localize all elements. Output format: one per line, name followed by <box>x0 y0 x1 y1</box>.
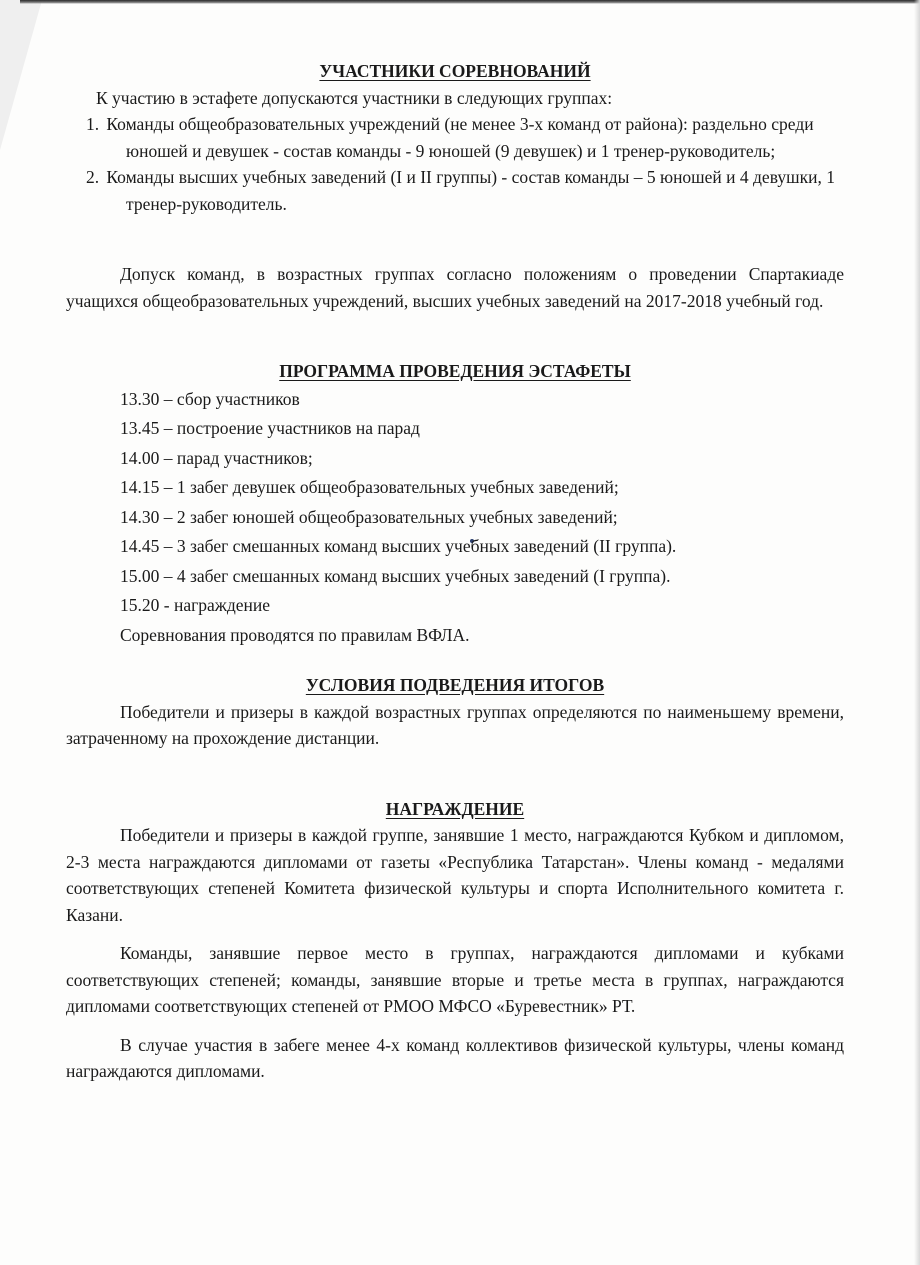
spacer <box>66 928 844 940</box>
item-text: Команды высших учебных заведений (I и II группы) - состав команды – 5 юношей и 4 девушки, 1 тренер-руководитель. <box>106 167 835 214</box>
schedule-item: 14.15 – 1 забег девушек общеобразовательных учебных заведений; <box>120 477 619 497</box>
awards-paragraph-2: Команды, занявшие первое место в группах, награждаются дипломами и кубками соответствующих степеней; команды, занявшие вторые и третье места в группах, награждаются дипломами соответствующих степеней от РМОО МФСО «Буревестник» РТ. <box>66 943 844 1016</box>
item-text: Команды общеобразовательных учреждений (не менее 3-х команд от района): раздельно среди юношей и девушек - состав команды - 9 юношей (9 девушек) и 1 тренер-руководитель; <box>106 114 814 161</box>
schedule-item: 13.30 – сбор участников <box>120 388 300 409</box>
results-heading: УСЛОВИЯ ПОДВЕДЕНИЯ ИТОГОВ <box>305 675 605 695</box>
scan-folded-corner <box>0 0 42 150</box>
schedule-item: 15.20 - награждение <box>120 595 271 615</box>
spacer <box>66 752 844 796</box>
awards-paragraph-1: Победители и призеры в каждой группе, занявшие 1 место, награждаются Кубком и дипломом, 2-3 места награждаются дипломами от газеты «Республика Татарстан». Члены команд - медалями соответствующих степеней Комитета физической культуры и спорта Исполнительного комитета г. Казани. <box>66 825 844 925</box>
program-schedule <box>66 385 844 651</box>
schedule-item: 14.30 – 2 забег юношей общеобразовательных учебных заведений; <box>120 506 618 527</box>
schedule-item: 14.45 – 3 забег смешанных команд высших учебных заведений (II группа). <box>120 536 677 556</box>
admission-paragraph: Допуск команд, в возрастных группах согласно положениям о проведении Спартакиаде учащихся общеобразовательных учреждений, высших учебных заведений на 2017-2018 учебный год. <box>66 264 844 311</box>
participants-list <box>66 111 844 217</box>
item-number: 1. <box>86 114 100 134</box>
participants-item-2 <box>66 164 844 217</box>
item-number: 2. <box>86 167 100 187</box>
scan-top-edge <box>20 0 920 4</box>
scan-right-edge <box>914 0 920 1265</box>
schedule-item: 14.00 – парад участников; <box>120 447 313 468</box>
rules-note: Соревнования проводятся по правилам ВФЛА. <box>120 624 470 645</box>
awards-paragraph-3: В случае участия в забеге менее 4-х команд коллективов физической культуры, члены команд награждаются дипломами. <box>66 1034 844 1081</box>
document-body <box>66 58 844 1085</box>
schedule-item: 13.45 – построение участников на парад <box>120 418 420 438</box>
schedule-item: 15.00 – 4 забег смешанных команд высших учебных заведений (I группа). <box>120 565 671 586</box>
results-paragraph: Победители и призеры в каждой возрастных группах определяются по наименьшему времени, затраченному на прохождение дистанции. <box>66 701 844 748</box>
awards-heading: НАГРАЖДЕНИЕ <box>385 798 525 819</box>
participants-intro: К участию в эстафете допускаются участники в следующих группах: <box>96 87 613 108</box>
spacer <box>66 650 844 672</box>
participants-item-1 <box>66 111 844 164</box>
program-heading: ПРОГРАММА ПРОВЕДЕНИЯ ЭСТАФЕТЫ <box>279 361 631 381</box>
spacer <box>66 217 844 261</box>
participants-heading: УЧАСТНИКИ СОРЕВНОВАНИЙ <box>319 61 591 81</box>
spacer <box>66 1020 844 1032</box>
spacer <box>66 314 844 358</box>
